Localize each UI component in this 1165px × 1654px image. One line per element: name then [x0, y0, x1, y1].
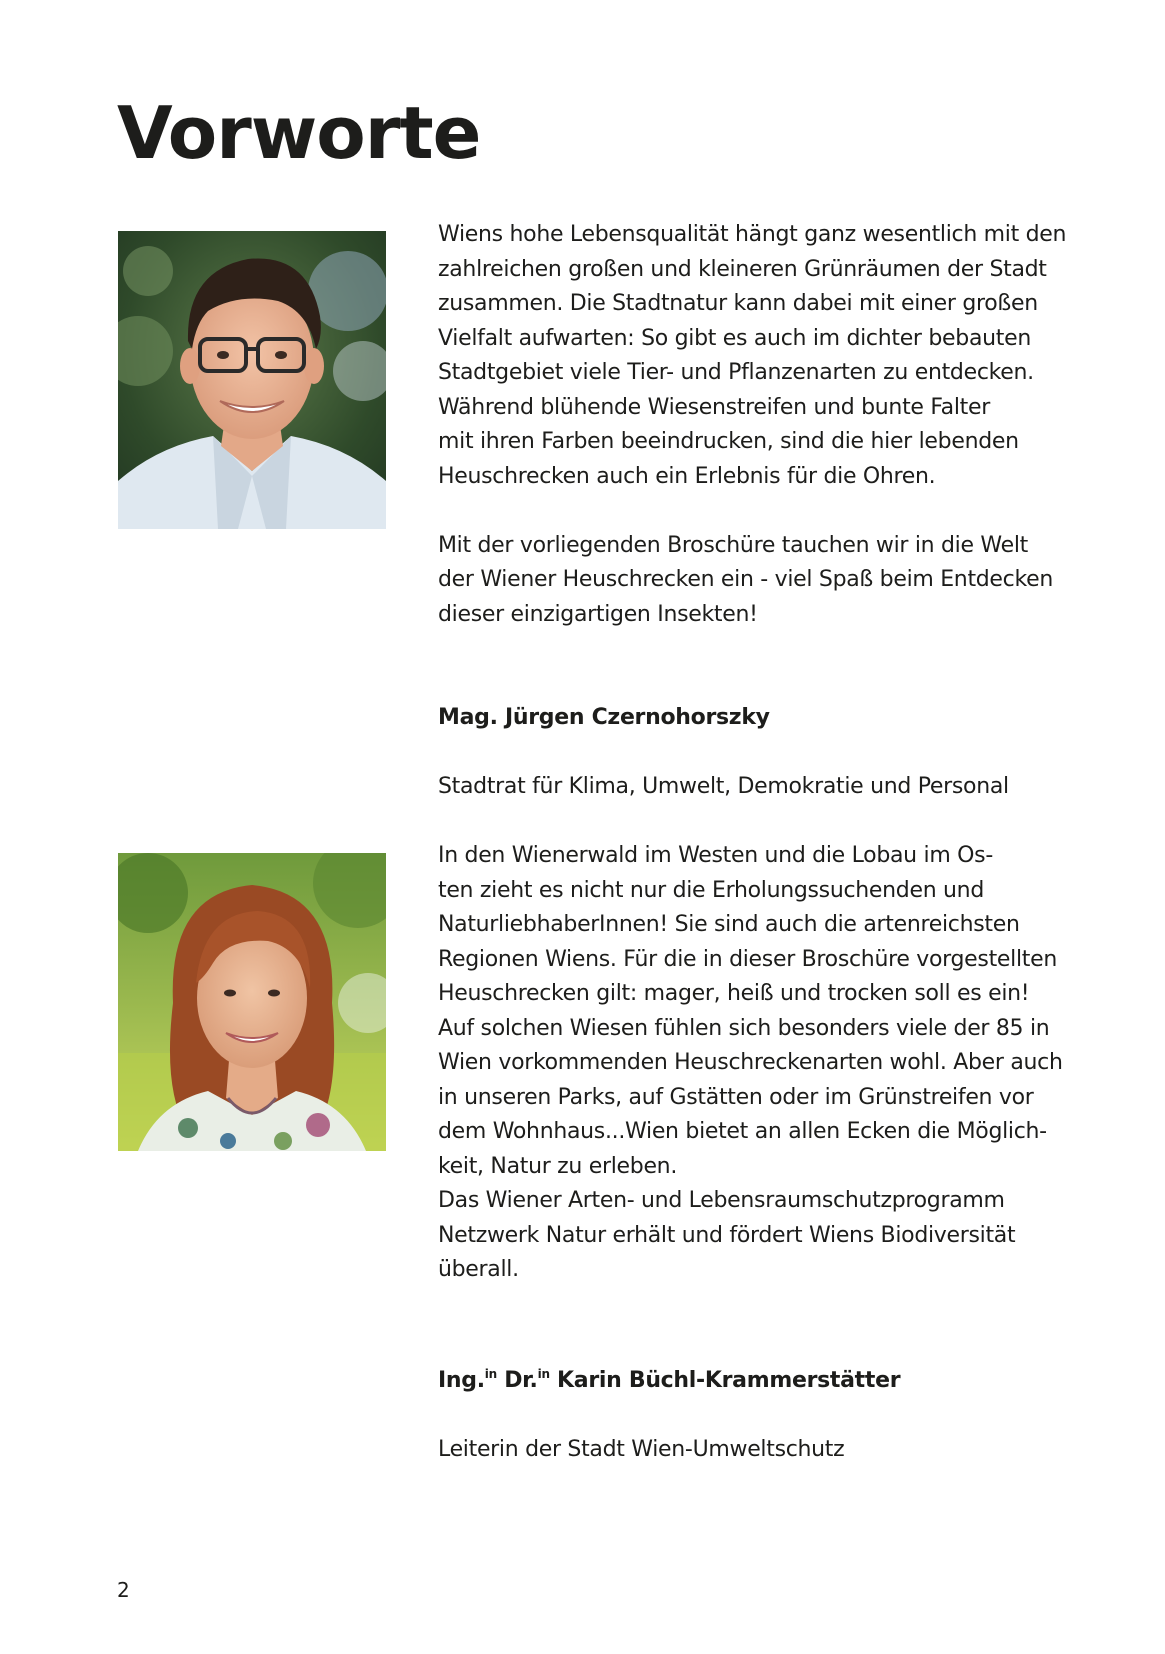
portrait-photo-czernohorszky [118, 231, 386, 529]
author-title: Dr. [504, 1367, 538, 1393]
portrait-photo-buechl-krammerstaetter [118, 853, 386, 1151]
signature [438, 667, 1118, 840]
portrait-image [118, 853, 386, 1151]
author-name [438, 1357, 1118, 1399]
page-title: Vorworte [117, 91, 481, 175]
author-name: Mag. Jürgen Czernohorszky [438, 705, 770, 730]
author-role: Leiterin der Stadt Wien-Umweltschutz [438, 1436, 845, 1462]
author-title-suffix: in [537, 1366, 550, 1381]
author-role: Stadtrat für Klima, Umwelt, Demokratie und Personal [438, 774, 1009, 799]
author-title: Ing. [438, 1367, 485, 1393]
foreword-buechl-krammerstaetter [438, 839, 1118, 1502]
author-fullname: Karin Büchl-Krammerstätter [557, 1367, 901, 1393]
foreword-paragraph: Mit der vorliegenden Broschüre tauchen wir in die Welt der Wiener Heuschrecken ein - viel Spaß beim Entdecken dieser einzigartigen Insekten! [438, 532, 1054, 627]
signature [438, 1322, 1118, 1502]
page-number: 2 [117, 1578, 130, 1602]
portrait-image [118, 231, 386, 529]
foreword-paragraph: Wiens hohe Lebensqualität hängt ganz wesentlich mit den zahlreichen großen und kleineren Grünräumen der Stadt zusammen. Die Stadtnatur kann dabei mit einer großen Vielfalt aufwarten: So gibt es auch im dichter bebauten Stadtgebiet viele Tier- und Pflanzenarten zu entdecken. Während blühende Wiesenstreifen und bunte Falter mit ihren Farben beeindrucken, sind die hier lebenden Heuschrecken auch ein Erlebnis für die Ohren. [438, 222, 1067, 489]
foreword-czernohorszky [438, 218, 1118, 839]
foreword-paragraph: In den Wienerwald im Westen und die Lobau im Os- ten zieht es nicht nur die Erholungssuchenden und NaturliebhaberInnen! Sie sind auch die artenreichsten Regionen Wiens. Für die in dieser Broschüre vorgestellten Heuschrecken gilt: mager, heiß und trocken soll es ein! Auf solchen Wiesen fühlen sich besonders viele der 85 in Wien vorkommenden Heuschreckenarten wohl. Aber auch in unseren Parks, auf Gstätten oder im Grünstreifen vor dem Wohnhaus...Wien bietet an allen Ecken die Möglich- keit, Natur zu erleben. Das Wiener Arten- und Lebensraumschutzprogramm Netzwerk Natur erhält und fördert Wiens Biodiversität überall. [438, 843, 1063, 1282]
author-title-suffix: in [484, 1366, 497, 1381]
